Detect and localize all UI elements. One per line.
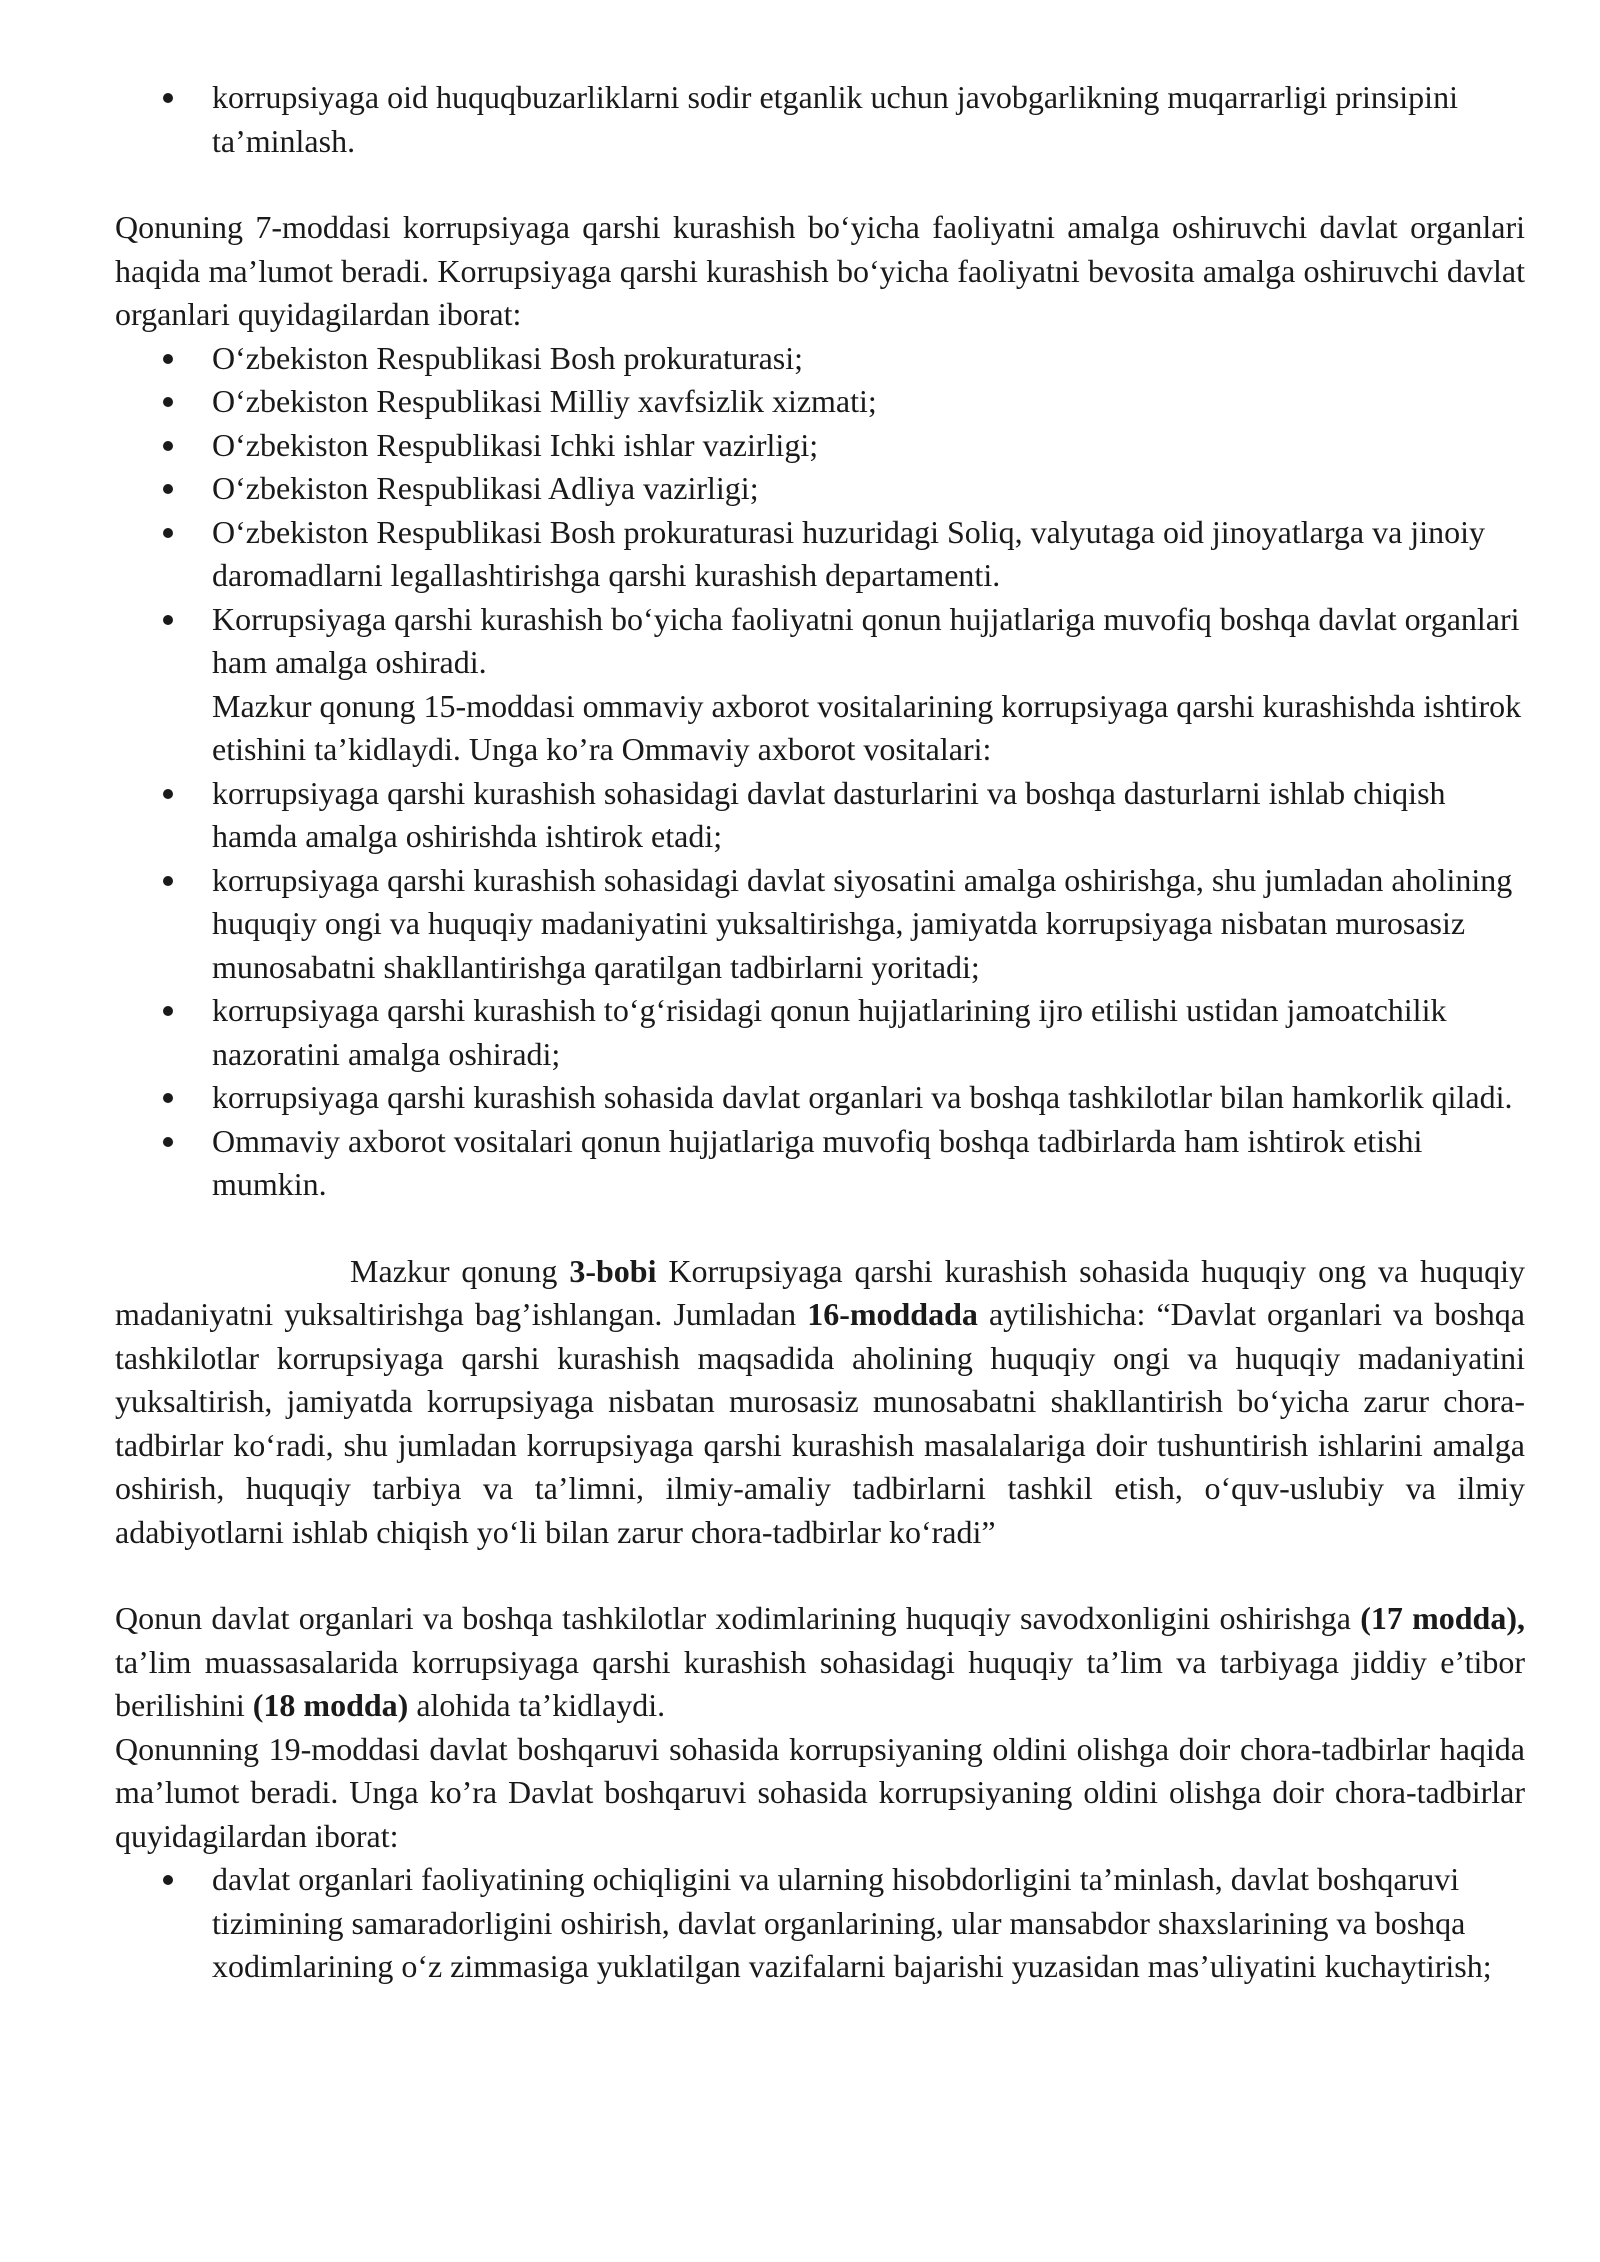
articles-17-18-bold-1: (17 modda), [1360,1600,1526,1636]
list-item-text: davlat organlari faoliyatining ochiqligini va ularning hisobdorligini ta’minlash, davlat boshqaruvi tizimining samaradorligini oshirish, davlat organlarining, ular mansabdor shaxslarining va boshqa xodimlarining o‘z zimmasiga yuklatilgan vazifalarni bajarishi yuzasidan mas’uliyatini kuchaytirish; [212,1861,1492,1984]
bullet-icon [163,1137,173,1147]
list-item [115,989,1525,1076]
list-item [115,380,1525,424]
article-7-paragraph: Qonuning 7-moddasi korrupsiyaga qarshi kurashish bo‘yicha faoliyatni amalga oshiruvchi davlat organlari haqida ma’lumot beradi. Korrupsiyaga qarshi kurashish bo‘yicha faoliyatni bevosita amalga oshiruvchi davlat organlari quyidagilardan iborat: [115,209,1525,332]
bullet-icon [163,1006,173,1016]
chapter-3-text-3: aytilishicha: “Davlat organlari va boshqa tashkilotlar korrupsiyaga qarshi kurashish maqsadida aholining huquqiy ongi va huquqiy madaniyatini yuksaltirish, jamiyatda korrupsiyaga nisbatan murosasiz munosabatni shakllantirish bo‘yicha zarur chora-tadbirlar ko‘radi, shu jumladan korrupsiyaga qarshi kurashish masalalariga doir tushuntirish ishlarini amalga oshirish, huquqiy tarbiya va ta’limni, ilmiy-amaliy tadbirlarni tashkil etish, o‘quv-uslubiy va ilmiy adabiyotlarni ishlab chiqish yo‘li bilan zarur chora-tadbirlar ko‘radi” [115,1296,1526,1550]
paragraph-gap [115,1207,1525,1250]
list-item-text: korrupsiyaga qarshi kurashish sohasida davlat organlari va boshqa tashkilotlar bilan hamkorlik qiladi. [212,1079,1513,1115]
list-item [115,859,1525,990]
article-15-paragraph: Mazkur qonung 15-moddasi ommaviy axborot vositalarining korrupsiyaga qarshi kurashishda ishtirok etishini ta’kidlaydi. Unga ko’ra Ommaviy axborot vositalari: [212,687,1522,767]
list-item [115,1076,1525,1120]
chapter-3-paragraph [115,1250,1525,1555]
bullet-icon [163,1875,173,1885]
articles-17-18-paragraph [115,1597,1525,1728]
intro-bullet-list [115,76,1525,163]
list-item-text: korrupsiyaga qarshi kurashish to‘g‘risidagi qonun hujjatlarining ijro etilishi ustidan jamoatchilik nazoratini amalga oshiradi; [212,992,1447,1072]
bullet-icon [163,93,173,103]
list-item-text: O‘zbekiston Respublikasi Ichki ishlar vazirligi; [212,426,819,463]
bullet-icon [163,397,173,407]
list-item-text: korrupsiyaga oid huquqbuzarliklarni sodir etganlik uchun javobgarlikning muqarrarligi prinsipini ta’minlash. [212,79,1458,159]
bullet-icon [163,1093,173,1103]
list-item [115,337,1525,381]
article-7-list [115,337,1525,685]
bullet-icon [163,876,173,886]
bullet-icon [163,441,173,451]
list-item-text: korrupsiyaga qarshi kurashish sohasidagi davlat dasturlarini va boshqa dasturlarni ishlab chiqish hamda amalga oshirishda ishtirok etadi; [212,774,1446,854]
list-item [115,1120,1525,1207]
chapter-3-text-1: Mazkur qonung [350,1252,570,1289]
list-item [115,467,1525,511]
paragraph-gap [115,1554,1525,1597]
bullet-icon [163,615,173,625]
list-item-text: O‘zbekiston Respublikasi Bosh prokuraturasi; [212,339,804,376]
list-item-text: O‘zbekiston Respublikasi Milliy xavfsizlik xizmati; [212,383,877,419]
document-page [115,76,1525,1989]
list-item [115,772,1525,859]
articles-17-18-bold-2: (18 modda) [252,1687,409,1723]
chapter-3-text-2: Korrupsiyaga qarshi kurashish sohasida huquqiy ong va huquqiy madaniyatni yuksaltirishga bag’ishlangan. Jumladan [115,1252,1526,1332]
list-item-text: O‘zbekiston Respublikasi Adliya vazirligi; [212,470,759,506]
list-item-text: O‘zbekiston Respublikasi Bosh prokuraturasi huzuridagi Soliq, valyutaga oid jinoyatlarga va jinoiy daromadlarni legallashtirishga qarshi kurashish departamenti. [212,513,1485,593]
list-item [115,598,1525,685]
article-19-paragraph: Qonunning 19-moddasi davlat boshqaruvi sohasida korrupsiyaning oldini olishga doir chora-tadbirlar haqida ma’lumot beradi. Unga ko’ra Davlat boshqaruvi sohasida korrupsiyaning oldini olishga doir chora-tadbirlar quyidagilardan iborat: [115,1730,1525,1854]
list-item-text: Korrupsiyaga qarshi kurashish bo‘yicha faoliyatni qonun hujjatlariga muvofiq boshqa davlat organlari ham amalga oshiradi. [212,600,1520,680]
list-item [115,1858,1525,1989]
bullet-icon [163,528,173,538]
article-15-list [115,772,1525,1207]
articles-17-18-text-1: Qonun davlat organlari va boshqa tashkilotlar xodimlarining huquqiy savodxonligini oshirishga [115,1600,1361,1636]
bullet-icon [163,354,173,364]
article-19-list [115,1858,1525,1989]
list-item-text: korrupsiyaga qarshi kurashish sohasidagi davlat siyosatini amalga oshirishga, shu jumladan aholining huquqiy ongi va huquqiy madaniyatini yuksaltirishga, jamiyatda korrupsiyaga nisbatan murosasiz munosabatni shakllantirishga qaratilgan tadbirlarni yoritadi; [212,861,1513,985]
list-item-text: Ommaviy axborot vositalari qonun hujjatlariga muvofiq boshqa tadbirlarda ham ishtirok etishi mumkin. [212,1122,1423,1202]
paragraph-gap [115,163,1525,206]
list-item [115,511,1525,598]
chapter-3-bold-2: 16-moddada [807,1296,978,1332]
list-item [115,424,1525,468]
list-item [115,76,1525,163]
bullet-icon [163,789,173,799]
bullet-icon [163,484,173,494]
chapter-3-bold-1: 3-bobi [569,1252,657,1289]
articles-17-18-text-2: ta’lim muassasalarida korrupsiyaga qarshi kurashish sohasidagi huquqiy ta’lim va tarbiyaga jiddiy e’tibor berilishini [115,1643,1525,1723]
articles-17-18-text-3: alohida ta’kidlaydi. [408,1687,666,1723]
